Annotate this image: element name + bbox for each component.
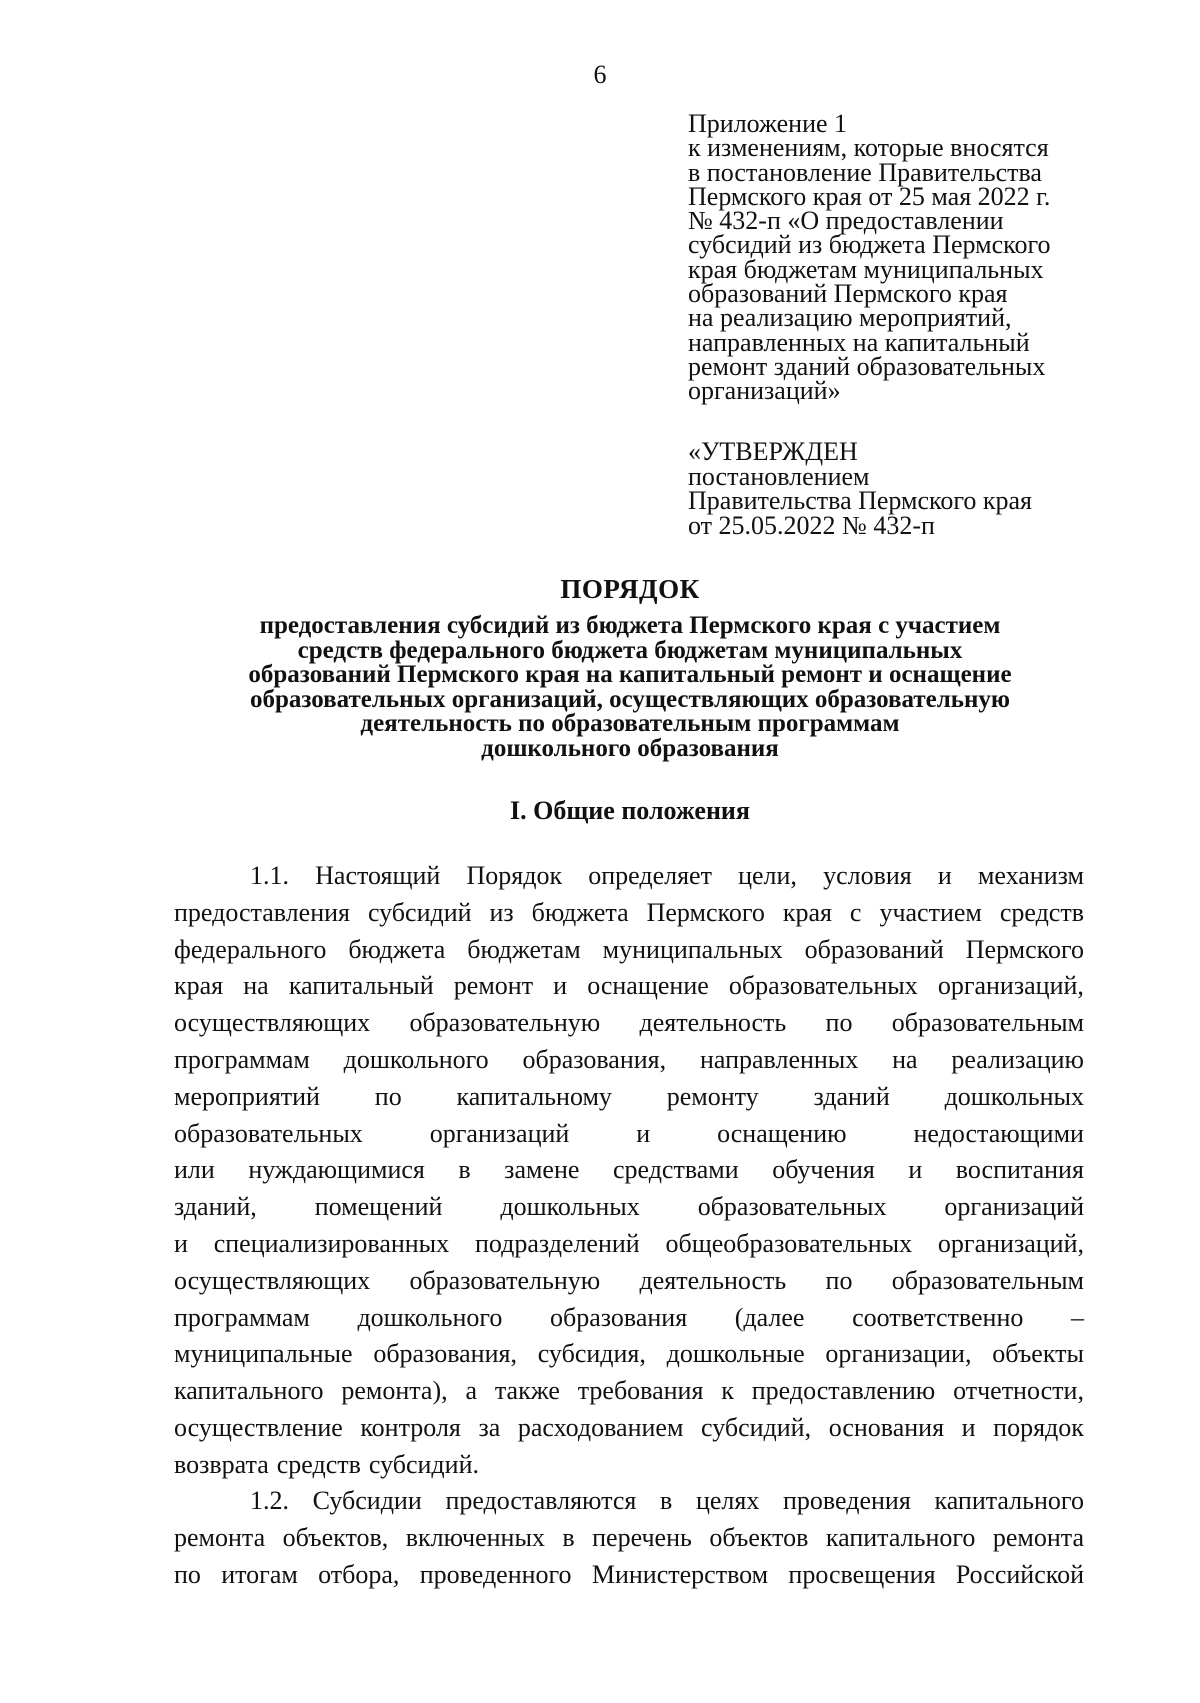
word: дошкольные xyxy=(666,1339,805,1369)
word: механизм xyxy=(977,861,1084,890)
word: субсидий, xyxy=(701,1412,812,1442)
word: организаций xyxy=(429,1118,570,1148)
word: в xyxy=(458,1155,471,1185)
document-title: ПОРЯДОК xyxy=(560,574,700,604)
annex-line: № 432-п «О предоставлении xyxy=(688,206,1004,236)
text-line xyxy=(174,1557,1084,1594)
word: а xyxy=(465,1376,478,1406)
word: расходованием xyxy=(517,1412,684,1442)
word: муниципальных xyxy=(602,934,783,964)
word: дошкольных xyxy=(944,1081,1084,1111)
subtitle-line: средств федерального бюджета бюджетам муниципальных xyxy=(297,636,963,664)
approval-line: «УТВЕРЖДЕН xyxy=(688,437,858,466)
subtitle-line: образований Пермского края на капитальный ремонт и оснащение xyxy=(248,661,1012,688)
word: проведения xyxy=(783,1486,911,1515)
word: ремонта xyxy=(992,1522,1084,1552)
word: образовательную xyxy=(409,1265,601,1295)
word: федерального xyxy=(174,934,327,964)
paragraph-1-2 xyxy=(174,1483,1084,1593)
word: по xyxy=(174,1559,201,1589)
text-line xyxy=(174,1373,1084,1410)
subtitle-line: предоставления субсидий из бюджета Пермского края с участием xyxy=(259,612,1001,639)
word: за xyxy=(478,1412,501,1442)
word: предоставления xyxy=(174,897,350,927)
annex-line: на реализацию мероприятий, xyxy=(688,303,1012,333)
word: 1.2. xyxy=(250,1486,289,1515)
word: условия xyxy=(823,861,912,890)
word: организаций xyxy=(944,1192,1084,1222)
word: на xyxy=(243,971,269,1001)
word: субсидий. xyxy=(368,1449,479,1479)
word: и xyxy=(636,1118,651,1148)
word: и xyxy=(174,1228,188,1258)
text-line xyxy=(174,932,1084,969)
word: по xyxy=(825,1008,853,1038)
word: организации, xyxy=(825,1339,972,1369)
word: средств xyxy=(276,1449,361,1479)
word: образовательную xyxy=(409,1008,601,1038)
word: итогам xyxy=(221,1559,298,1589)
word: капитальный xyxy=(288,971,434,1001)
annex-block xyxy=(688,109,1128,406)
word: просвещения xyxy=(788,1559,936,1589)
text-line xyxy=(174,1520,1084,1557)
word: замене xyxy=(504,1155,580,1185)
word: подразделений xyxy=(474,1228,640,1258)
word: и xyxy=(961,1412,976,1442)
word: средств xyxy=(999,897,1084,927)
annex-line: ремонт зданий образовательных xyxy=(688,351,1046,381)
word: образовательных xyxy=(728,971,918,1001)
annex-line: организаций» xyxy=(688,376,841,406)
text-line xyxy=(174,1152,1084,1189)
paragraph-1-1 xyxy=(174,858,1084,1484)
word: объектов xyxy=(709,1522,809,1552)
word: Пермского xyxy=(965,934,1084,964)
word: соответственно xyxy=(852,1302,1024,1332)
word: также xyxy=(494,1376,560,1406)
word: образовательных xyxy=(697,1192,887,1222)
text-line xyxy=(174,1116,1084,1153)
word: края xyxy=(174,971,224,1001)
text-line xyxy=(174,1483,1084,1520)
word: Порядок xyxy=(466,861,563,890)
word: требования xyxy=(577,1376,704,1406)
text-line xyxy=(174,1263,1084,1300)
word: в xyxy=(659,1486,673,1515)
word: из xyxy=(489,897,514,927)
word: Российской xyxy=(955,1559,1084,1589)
word: бюджета xyxy=(348,934,446,964)
word: – xyxy=(1070,1302,1084,1332)
word: общеобразовательных xyxy=(665,1228,913,1258)
subtitle-line: деятельность по образовательным программам xyxy=(360,710,900,737)
subtitle-line: дошкольного образования xyxy=(481,734,779,762)
word: капитальному xyxy=(456,1081,612,1111)
word: образований xyxy=(804,934,944,964)
word: оснащению xyxy=(717,1118,847,1148)
word: зданий, xyxy=(174,1192,257,1222)
word: дошкольных xyxy=(500,1192,640,1222)
word: мероприятий xyxy=(174,1081,320,1111)
word: ремонт xyxy=(453,971,534,1001)
word: на xyxy=(892,1044,918,1074)
text-line xyxy=(174,1336,1084,1373)
word: недостающими xyxy=(913,1118,1084,1148)
text-line xyxy=(174,1300,1084,1337)
word: образовательным xyxy=(891,1265,1084,1295)
word: (далее xyxy=(734,1302,805,1332)
word: и xyxy=(937,861,952,890)
approval-line: Правительства Пермского края xyxy=(688,486,1032,515)
approval-line: от 25.05.2022 № 432-п xyxy=(688,510,935,540)
word: субсидия, xyxy=(537,1339,646,1369)
approval-line: постановлением xyxy=(688,461,870,491)
word: целях xyxy=(695,1486,760,1515)
word: и xyxy=(553,971,568,1001)
word: осуществляющих xyxy=(174,1008,371,1038)
word: объекты xyxy=(992,1339,1084,1369)
word: специализированных xyxy=(213,1228,450,1258)
word: бюджетам xyxy=(467,934,581,964)
word: края xyxy=(782,897,832,927)
text-line xyxy=(174,1005,1084,1042)
word: основания xyxy=(828,1412,945,1442)
word: проведенного xyxy=(419,1559,572,1589)
word: муниципальные xyxy=(174,1339,353,1369)
word: в xyxy=(562,1522,575,1552)
annex-line: субсидий из бюджета Пермского xyxy=(688,230,1051,260)
text-line xyxy=(174,1042,1084,1079)
word: Настоящий xyxy=(315,861,441,890)
word: образовательным xyxy=(891,1008,1084,1038)
word: бюджета xyxy=(531,897,629,927)
word: направленных xyxy=(699,1044,859,1074)
text-line xyxy=(174,1447,1084,1484)
document-subtitle xyxy=(140,614,1120,761)
annex-line: направленных на капитальный xyxy=(688,327,1030,357)
word: деятельность xyxy=(639,1008,787,1038)
word: образовательных xyxy=(174,1118,363,1148)
word: по xyxy=(825,1265,853,1295)
word: ремонта), xyxy=(341,1376,448,1406)
word: участием xyxy=(879,897,982,927)
word: и xyxy=(908,1155,923,1185)
word: капитального xyxy=(825,1522,976,1552)
word: программам xyxy=(174,1044,310,1074)
word: помещений xyxy=(314,1192,443,1222)
annex-line: Приложение 1 xyxy=(688,109,848,138)
word: к xyxy=(721,1376,734,1406)
subtitle-line: образовательных организаций, осуществляющих образовательную xyxy=(249,685,1011,713)
word: цели, xyxy=(738,861,797,890)
word: с xyxy=(849,897,862,927)
word: организаций, xyxy=(937,971,1084,1001)
word: оснащение xyxy=(587,971,709,1001)
word: возврата xyxy=(174,1449,269,1479)
word: образования, xyxy=(522,1044,667,1074)
word: образования, xyxy=(373,1339,517,1369)
text-line xyxy=(174,858,1084,895)
word: объектов, xyxy=(282,1522,389,1552)
word: капитального xyxy=(174,1376,324,1406)
word: организаций, xyxy=(937,1228,1084,1258)
word: перечень xyxy=(592,1522,692,1552)
word: предоставлению xyxy=(751,1376,936,1406)
word: обучения xyxy=(772,1155,875,1185)
word: дошкольного xyxy=(357,1302,503,1332)
word: образования xyxy=(550,1302,688,1332)
word: ремонту xyxy=(666,1081,759,1111)
annex-line: к изменениям, которые вносятся xyxy=(688,133,1049,163)
text-line xyxy=(174,1189,1084,1226)
text-line xyxy=(174,1410,1084,1447)
word: Министерством xyxy=(591,1559,769,1589)
section-heading: I. Общие положения xyxy=(510,796,750,825)
annex-line: образований Пермского края xyxy=(688,279,1008,309)
word: реализацию xyxy=(951,1044,1084,1074)
word: осуществляющих xyxy=(174,1265,371,1295)
word: или xyxy=(174,1155,215,1185)
word: дошкольного xyxy=(343,1044,489,1074)
text-line xyxy=(174,1079,1084,1116)
word: Пермского xyxy=(646,897,765,927)
word: деятельность xyxy=(639,1265,787,1295)
word: зданий xyxy=(813,1081,890,1111)
page-number: 6 xyxy=(593,60,607,89)
text-line xyxy=(174,895,1084,932)
text-line xyxy=(174,1226,1084,1263)
word: программам xyxy=(174,1302,310,1332)
word: по xyxy=(374,1081,402,1111)
word: ремонта xyxy=(174,1522,266,1552)
word: Субсидии xyxy=(312,1486,422,1515)
word: определяет xyxy=(588,861,712,890)
word: воспитания xyxy=(955,1155,1084,1185)
word: отчетности, xyxy=(953,1376,1084,1406)
word: предоставляются xyxy=(445,1486,637,1515)
word: порядок xyxy=(993,1412,1084,1442)
annex-line: в постановление Правительства xyxy=(688,157,1042,187)
word: субсидий xyxy=(367,897,472,927)
word: осуществление xyxy=(174,1412,343,1442)
text-line xyxy=(174,968,1084,1005)
word: средствами xyxy=(612,1155,739,1185)
word: капитального xyxy=(934,1486,1084,1515)
word: контроля xyxy=(360,1412,461,1442)
word: нуждающимися xyxy=(248,1155,425,1185)
word: 1.1. xyxy=(250,861,289,890)
approval-stamp-block xyxy=(688,437,1128,540)
annex-line: Пермского края от 25 мая 2022 г. xyxy=(688,181,1051,211)
word: отбора, xyxy=(318,1559,400,1589)
word: включенных xyxy=(405,1522,545,1552)
annex-line: края бюджетам муниципальных xyxy=(688,254,1044,284)
